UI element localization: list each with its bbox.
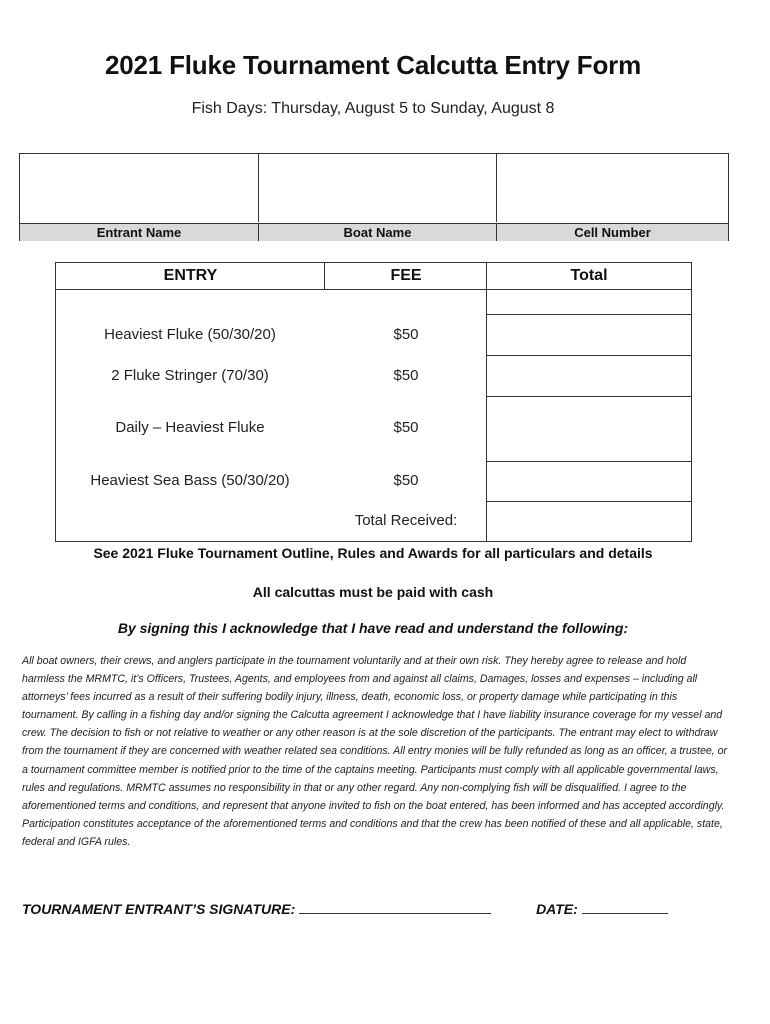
date-label: DATE: (536, 901, 578, 917)
date-line[interactable] (582, 901, 668, 914)
boat-name-field[interactable] (259, 154, 497, 222)
entrant-info-table (19, 153, 729, 241)
acknowledge-heading: By signing this I acknowledge that I have read and understand the following: (117, 620, 629, 636)
fee-table-header (56, 263, 691, 290)
entry-header: ENTRY (163, 267, 218, 284)
signature-row: TOURNAMENT ENTRANT’S SIGNATURE: DATE: (22, 901, 742, 919)
fee-daily-fluke: $50 (393, 419, 419, 436)
total-header: Total (570, 267, 608, 284)
total-sea-bass-field[interactable] (487, 462, 691, 501)
fee-heaviest-fluke: $50 (393, 326, 419, 343)
cell-number-label: Cell Number (574, 225, 651, 240)
divider (324, 263, 325, 289)
entry-sea-bass: Heaviest Sea Bass (50/30/20) (90, 472, 290, 489)
boat-name-label: Boat Name (259, 224, 497, 241)
total-daily-fluke-field[interactable] (487, 397, 691, 461)
signature-line[interactable] (299, 901, 491, 914)
entrant-name-label: Entrant Name (20, 224, 259, 241)
outline-note: See 2021 Fluke Tournament Outline, Rules and Awards for all particulars and details (93, 545, 653, 561)
total-received-field[interactable] (487, 502, 691, 541)
fee-fluke-stringer: $50 (393, 367, 419, 384)
entry-fluke-stringer: 2 Fluke Stringer (70/30) (111, 367, 269, 384)
total-received-label: Total Received: (354, 512, 458, 529)
entrant-name-field[interactable] (20, 154, 259, 222)
total-fluke-stringer-field[interactable] (487, 356, 691, 396)
cash-note: All calcuttas must be paid with cash (252, 584, 494, 600)
cell-number-field[interactable] (497, 154, 728, 222)
signature-label: TOURNAMENT ENTRANT’S SIGNATURE (22, 901, 291, 917)
fee-sea-bass: $50 (393, 472, 419, 489)
fish-days-subtitle: Fish Days: Thursday, August 5 to Sunday, August 8 (191, 100, 555, 117)
total-heaviest-fluke-field[interactable] (487, 315, 691, 355)
form-title: 2021 Fluke Tournament Calcutta Entry Form (105, 50, 641, 80)
fee-header: FEE (390, 267, 422, 284)
liability-waiver-text: All boat owners, their crews, and anglers participate in the tournament voluntarily and at their own risk. They hereby agree to release and hold harmless the MRMTC, it’s Officers, Trustees, Agents, and employees from and against all claims, Damages, losses and expenses – including all attorneys’ fees incurred as a result of their suffering bodily injury, illness, death, economic loss, or property damage while participating in this tournament. By calling in a fishing day and/or signing the Calcutta agreement I acknowledge that I have liability insurance coverage for my vessel and crew. The decision to fish or not relative to weather or any other reason is at the sole discretion of the participants. The entrant may elect to withdraw from the tournament if they are concerned with weather related sea conditions. All entry monies will be fully refunded as long as an officer, a trustee, or a tournament committee member is notified prior to the time of the captains meeting. Participants must comply with all applicable governmental laws, rules and regulations. MRMTC assumes no responsibility in that or any other regard. Any non-complying fish will be disqualified. I agree to the aforementioned terms and conditions, and represent that anyone invited to fish on the boat entered, has been informed and has accepted accordingly. Participation constitutes acceptance of the aforementioned terms and conditions and that the crew has been notified of these and all applicable, state, federal and IGFA rules. (22, 655, 728, 848)
entry-daily-fluke: Daily – Heaviest Fluke (115, 419, 265, 436)
fee-table (55, 262, 692, 542)
entrant-labels-row (20, 223, 728, 241)
entry-heaviest-fluke: Heaviest Fluke (50/30/20) (104, 326, 276, 343)
